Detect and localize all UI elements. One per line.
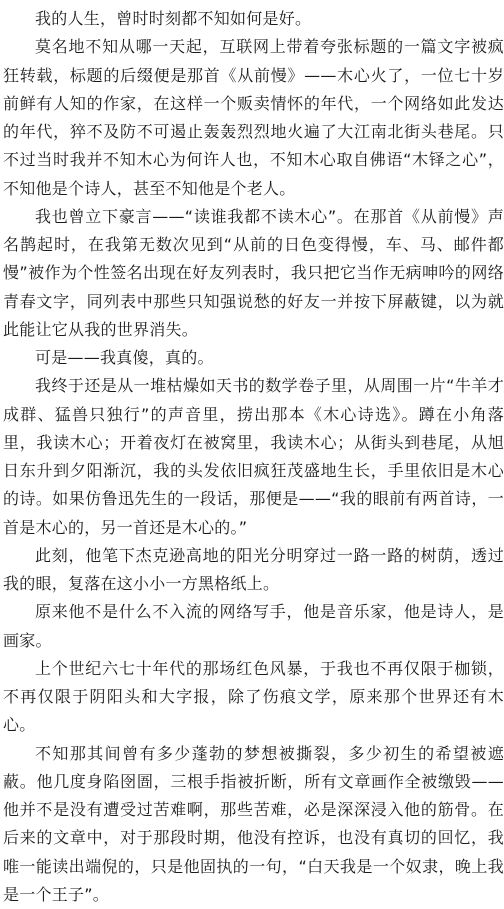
- paragraph-9: 不知那其间曾有多少蓬勃的梦想被撕裂，多少初生的希望被遮蔽。他几度身陷囹圄，三根手指被折断，所有文章画作全被缴毁——他并不是没有遭受过苦难啊，那些苦难，必是深深浸入他的筋骨。在后来的文章中，对于那段时期，他没有控诉，也没有真切的回忆，我唯一能读出端倪的，只是他固执的一句，“白天我是一个奴隶，晚上我是一个王子”。: [3, 740, 504, 909]
- paragraph-4: 可是——我真傻，真的。: [3, 344, 504, 372]
- paragraph-6: 此刻，他笔下杰克逊高地的阳光分明穿过一路一路的树荫，透过我的眼，复落在这小小一方黑格纸上。: [3, 542, 504, 599]
- paragraph-1: 我的人生，曾时时刻都不知如何是好。: [3, 5, 504, 33]
- paragraph-8: 上个世纪六七十年代的那场红色风暴，于我也不再仅限于枷锁，不再仅限于阴阳头和大字报，除了伤痕文学，原来那个世界还有木心。: [3, 655, 504, 740]
- paragraph-2: 莫名地不知从哪一天起，互联网上带着夸张标题的一篇文字被疯狂转载，标题的后缀便是那首《从前慢》——木心火了，一位七十岁前鲜有人知的作家，在这样一个贩卖情怀的年代，一个网络如此发达的年代，猝不及防不可遏止轰轰烈烈地火遍了大江南北街头巷尾。只不过当时我并不知木心为何许人也，不知木心取自佛语“木铎之心”，不知他是个诗人，甚至不知他是个老人。: [3, 33, 504, 203]
- paragraph-3: 我也曾立下豪言——“读谁我都不读木心”。在那首《从前慢》声名鹊起时，在我第无数次见到“从前的日色变得慢，车、马、邮件都慢”被作为个性签名出现在好友列表时，我只把它当作无病呻吟的网络青春文字，同列表中那些只知强说愁的好友一并按下屏蔽键，以为就此能让它从我的世界消失。: [3, 203, 504, 344]
- paragraph-7: 原来他不是什么不入流的网络写手，他是音乐家，他是诗人，是画家。: [3, 598, 504, 655]
- paragraph-5: 我终于还是从一堆枯燥如天书的数学卷子里，从周围一片“牛羊才成群、猛兽只独行”的声音里，捞出那本《木心诗选》。蹲在小角落里，我读木心；开着夜灯在被窝里，我读木心；从街头到巷尾，从旭日东升到夕阳渐沉，我的头发依旧疯狂茂盛地生长，手里依旧是木心的诗。如果仿鲁迅先生的一段话，那便是——“我的眼前有两首诗，一首是木心的，另一首还是木心的。”: [3, 372, 504, 542]
